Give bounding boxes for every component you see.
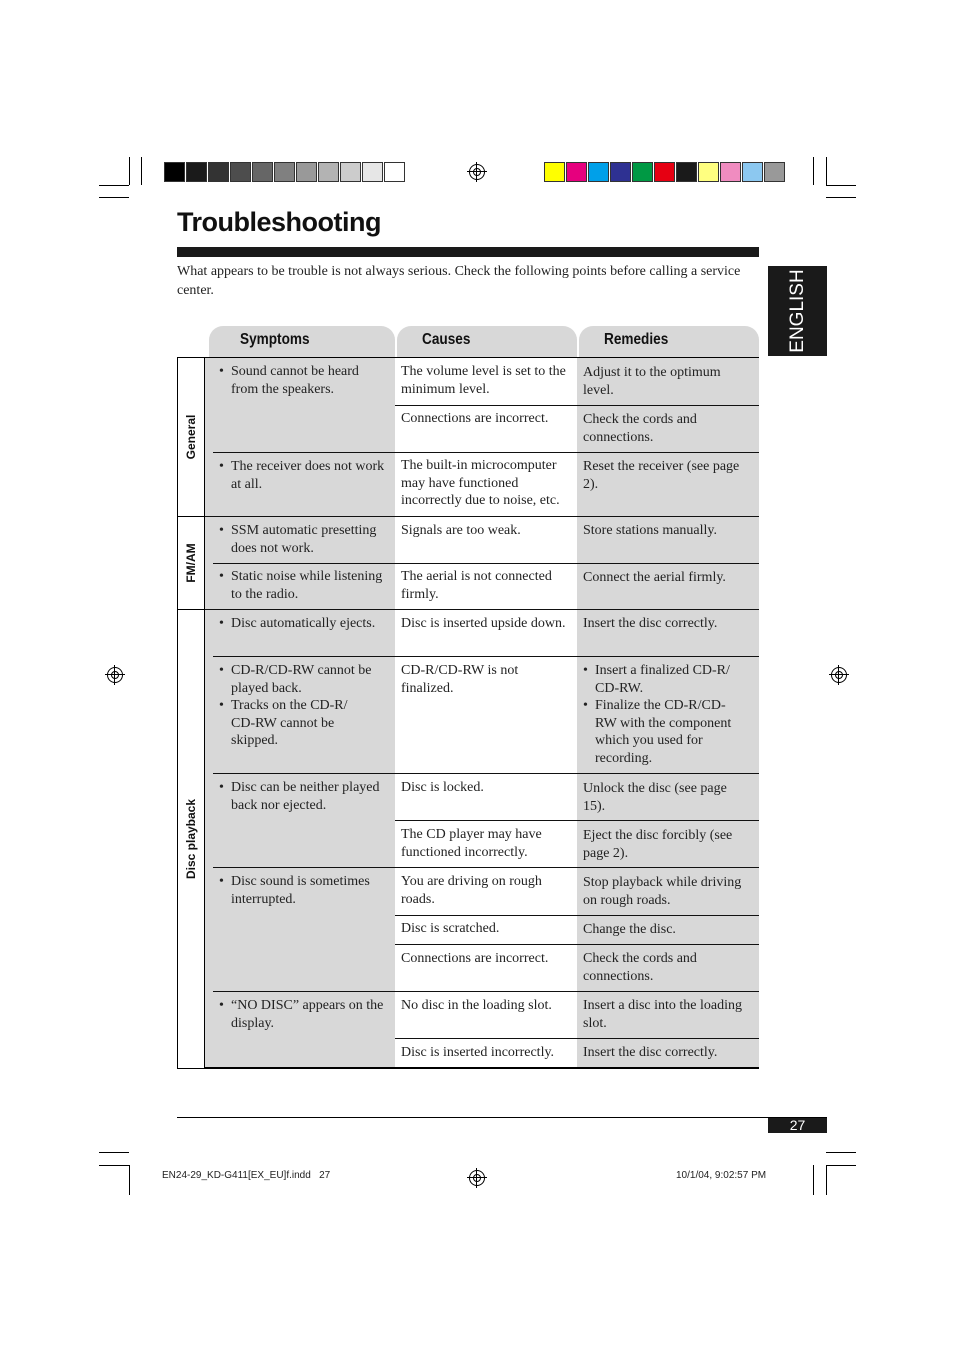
- section-disc-label: Disc playback: [184, 798, 198, 880]
- remedy-text: Reset the receiver (see page 2).: [583, 459, 740, 492]
- remedy-text: Store stations manually.: [583, 523, 718, 538]
- row-divider: [395, 944, 759, 945]
- remedy-text: • Finalize the CD-R/CD-RW with the component which you used for recording.: [583, 697, 745, 767]
- calibration-swatch: [274, 162, 295, 182]
- title-rule: [177, 247, 759, 257]
- calibration-swatch: [544, 162, 565, 182]
- crop-mark: [129, 1165, 130, 1195]
- calibration-swatch: [340, 162, 361, 182]
- calibration-swatch: [566, 162, 587, 182]
- cause-text: Disc is inserted incorrectly.: [401, 1045, 555, 1060]
- calibration-swatch: [252, 162, 273, 182]
- crop-mark: [129, 157, 130, 185]
- remedy-text: Insert the disc correctly.: [583, 1045, 718, 1060]
- row-divider: [205, 516, 759, 517]
- section-disc-playback: [177, 609, 205, 1069]
- header-causes-label: Causes: [422, 331, 471, 348]
- symptom-text: • The receiver does not work at all.: [219, 458, 389, 493]
- table-bottom-rule: [177, 1067, 759, 1069]
- row-divider: [213, 991, 759, 992]
- cause-text: Connections are incorrect.: [401, 411, 549, 426]
- row-divider: [395, 915, 759, 916]
- remedy-text: Change the disc.: [583, 922, 676, 937]
- calibration-swatch: [186, 162, 207, 182]
- gray-calibration-bar: [164, 162, 406, 182]
- registration-mark-icon: [831, 667, 847, 683]
- cause-text: The built-in microcomputer may have functioned incorrectly due to noise, etc.: [401, 458, 560, 508]
- calibration-swatch: [742, 162, 763, 182]
- symptom-text: • SSM automatic presetting does not work.: [219, 522, 389, 557]
- crop-mark: [99, 1165, 129, 1166]
- section-fmam-label: FM/AM: [184, 543, 198, 583]
- cause-text: No disc in the loading slot.: [401, 998, 552, 1013]
- cause-text: Disc is scratched.: [401, 921, 500, 936]
- remedy-text: • Insert a finalized CD-R/ CD-RW.: [583, 662, 753, 697]
- header-symptoms-label: Symptoms: [240, 331, 310, 348]
- remedy-text: Check the cords and connections.: [583, 951, 697, 984]
- crop-mark: [99, 197, 129, 198]
- cause-text: The aerial is not connected firmly.: [401, 569, 552, 602]
- calibration-swatch: [632, 162, 653, 182]
- table-top-rule: [177, 357, 759, 358]
- remedy-text: Stop playback while driving on rough roads.: [583, 875, 742, 908]
- symptom-text: • Sound cannot be heard from the speakers.: [219, 363, 389, 398]
- language-tab: [768, 266, 827, 356]
- crop-mark: [813, 1165, 814, 1195]
- crop-mark: [813, 157, 814, 185]
- cause-text: Disc is locked.: [401, 780, 484, 795]
- symptom-text: • Disc can be neither played back nor ejected.: [219, 779, 391, 814]
- crop-mark: [826, 185, 856, 186]
- header-remedies-label: Remedies: [604, 331, 669, 348]
- symptom-text: • Static noise while listening to the radio.: [219, 568, 389, 603]
- registration-mark-icon: [469, 164, 485, 180]
- remedy-text: Adjust it to the optimum level.: [583, 365, 721, 398]
- symptom-text: • CD-R/CD-RW cannot be played back.: [219, 662, 389, 697]
- cause-text: Connections are incorrect.: [401, 951, 549, 966]
- calibration-swatch: [296, 162, 317, 182]
- crop-mark: [826, 157, 827, 185]
- symptom-text: • Tracks on the CD-R/ CD-RW cannot be skipped.: [219, 697, 369, 750]
- calibration-swatch: [362, 162, 383, 182]
- calibration-swatch: [208, 162, 229, 182]
- cause-text: Disc is inserted upside down.: [401, 616, 566, 631]
- crop-mark: [99, 1152, 129, 1153]
- calibration-swatch: [588, 162, 609, 182]
- calibration-swatch: [720, 162, 741, 182]
- header-symptoms: [209, 326, 395, 357]
- slug-right: 10/1/04, 9:02:57 PM: [676, 1170, 767, 1181]
- section-general: [177, 357, 205, 517]
- crop-mark: [141, 157, 142, 185]
- calibration-swatch: [654, 162, 675, 182]
- remedy-text: Eject the disc forcibly (see page 2).: [583, 828, 733, 861]
- crop-mark: [826, 1165, 827, 1195]
- footer-rule: [177, 1117, 827, 1118]
- calibration-swatch: [230, 162, 251, 182]
- row-divider: [213, 867, 759, 868]
- header-remedies: [579, 326, 759, 357]
- row-divider: [395, 820, 759, 821]
- crop-mark: [826, 197, 856, 198]
- cause-text: The volume level is set to the minimum level.: [401, 364, 566, 397]
- symptom-text: • Disc automatically ejects.: [219, 615, 391, 633]
- calibration-swatch: [698, 162, 719, 182]
- calibration-swatch: [164, 162, 185, 182]
- remedy-text: Insert the disc correctly.: [583, 616, 718, 631]
- page-number: 27: [768, 1118, 827, 1133]
- registration-mark-icon: [469, 1170, 485, 1186]
- calibration-swatch: [676, 162, 697, 182]
- row-divider: [395, 405, 759, 406]
- cause-text: Signals are too weak.: [401, 523, 521, 538]
- remedy-text: Connect the aerial firmly.: [583, 570, 726, 585]
- page-title: Troubleshooting: [177, 207, 381, 237]
- slug-left: EN24-29_KD-G411[EX_EU]f.indd 27: [162, 1170, 331, 1181]
- remedy-text: Insert a disc into the loading slot.: [583, 998, 743, 1031]
- calibration-swatch: [610, 162, 631, 182]
- cause-text: You are driving on rough roads.: [401, 874, 542, 907]
- row-divider: [213, 773, 759, 774]
- registration-mark-icon: [107, 667, 123, 683]
- intro-text: What appears to be trouble is not always serious. Check the following points before calling a service center.: [177, 264, 741, 298]
- calibration-swatch: [384, 162, 405, 182]
- section-fmam: [177, 516, 205, 610]
- row-divider: [213, 452, 759, 453]
- remedy-text: Check the cords and connections.: [583, 412, 697, 445]
- cause-text: CD-R/CD-RW is not finalized.: [401, 663, 519, 696]
- row-divider: [395, 1038, 759, 1039]
- remedy-text: Unlock the disc (see page 15).: [583, 781, 727, 814]
- header-causes: [397, 326, 577, 357]
- calibration-swatch: [318, 162, 339, 182]
- symptom-text: • “NO DISC” appears on the display.: [219, 997, 391, 1032]
- row-divider: [213, 563, 759, 564]
- calibration-swatch: [764, 162, 785, 182]
- row-divider: [205, 609, 759, 610]
- color-calibration-bar: [544, 162, 786, 182]
- symptom-text: • Disc sound is sometimes interrupted.: [219, 873, 389, 908]
- language-label: ENGLISH: [786, 269, 808, 353]
- crop-mark: [826, 1165, 856, 1166]
- crop-mark: [99, 185, 129, 186]
- row-divider: [213, 656, 759, 657]
- cause-text: The CD player may have functioned incorrectly.: [401, 827, 542, 860]
- section-general-label: General: [184, 414, 198, 460]
- crop-mark: [826, 1152, 856, 1153]
